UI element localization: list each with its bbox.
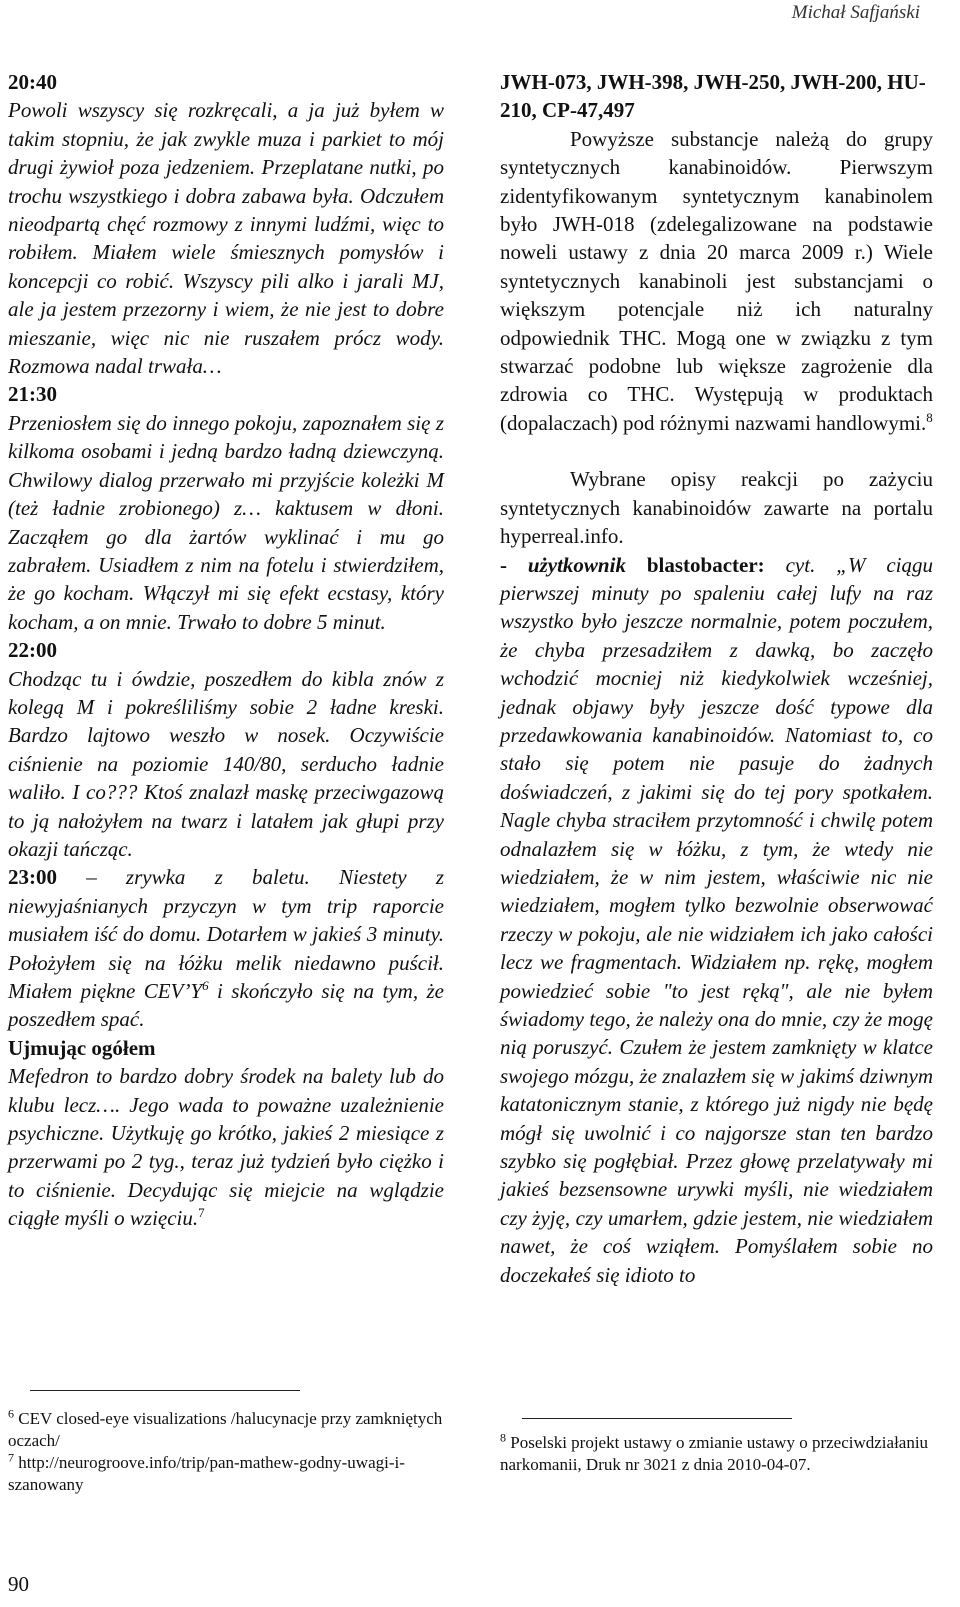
footnote-6-number: 6	[8, 1406, 14, 1421]
footnote-8	[500, 1432, 933, 1476]
report-dash: -	[500, 552, 528, 577]
footnote-7-text[interactable]: http://neurogroove.info/trip/pan-mathew-godny-uwagi-i-szanowany	[8, 1453, 405, 1494]
footnote-8-text: Poselski projekt ustawy o zmianie ustawy o przeciwdziałaniu narkomanii, Druk nr 3021 z dnia 2010-04-07.	[500, 1433, 929, 1474]
paragraph-2300	[8, 863, 444, 1033]
time-heading-2200: 22:00	[8, 638, 57, 663]
footnote-8-number: 8	[500, 1430, 506, 1445]
time-heading-2130: 21:30	[8, 382, 57, 407]
footnote-rule-left	[30, 1390, 300, 1391]
page-number: 90	[8, 1572, 29, 1596]
footnote-6	[8, 1408, 444, 1452]
paragraph-2300-text-end: i skończyło się na tym, że poszedłem spać.	[8, 979, 445, 1032]
footnote-ref-8[interactable]: 8	[926, 409, 933, 425]
paragraph-2040: Powoli wszyscy się rozkręcali, a ja już byłem w takim stopniu, że jak zwykle muza i parkiet to mój drugi żywioł poza jedzeniem. Przeplatane nutki, po trochu wszystkiego i dobra zabawa była. Odczułem nieodpartą chęć rozmowy z innymi ludźmi, więc to robiłem. Miałem wiele śmiesznych pomysłów i koncepcji co robić. Wszyscy pili alko i jarali MJ, ale ja jestem przezorny i wiem, że nie jest to dobre mieszanie, więc nic nie ruszałem prócz wody. Rozmowa nadal trwała…	[8, 98, 444, 379]
quote-marker: cyt.	[764, 552, 837, 577]
footnote-6-text: CEV closed-eye visualizations /halucynacje przy zamkniętych oczach/	[8, 1409, 443, 1450]
user-name: blastobacter:	[625, 552, 765, 577]
time-heading-2040: 20:40	[8, 70, 57, 94]
running-header-author: Michał Safjański	[791, 2, 920, 23]
footnote-7-number: 7	[8, 1450, 14, 1465]
user-report-paragraph	[500, 551, 933, 1290]
footnote-rule-right	[522, 1418, 792, 1419]
reports-intro-paragraph: Wybrane opisy reakcji po zażyciu syntetycznych kanabinoidów zawarte na portalu hyperreal.info.	[500, 467, 933, 549]
footnote-7	[8, 1452, 444, 1496]
summary-paragraph	[8, 1062, 444, 1232]
right-column	[500, 68, 933, 1289]
paragraph-2200: Chodząc tu i ówdzie, poszedłem do kibla znów z kolegą M i pokreśliliśmy sobie 2 ładne kreski. Bardzo lajtowo weszło w nosek. Oczywiście ciśnienie na poziomie 140/80, serducho ładnie waliło. I co??? Ktoś znalazł maskę przeciwgazową to ją nałożyłem na twarz i latałem jak głupi przy okazji tańcząc.	[8, 666, 444, 861]
summary-heading: Ujmując ogółem	[8, 1035, 156, 1060]
footnote-ref-7[interactable]: 7	[198, 1205, 205, 1221]
footnotes-right	[500, 1432, 933, 1476]
footnote-ref-6[interactable]: 6	[202, 978, 209, 993]
jwh-heading: JWH-073, JWH-398, JWH-250, JWH-200, HU-210, CP-47,497	[500, 70, 926, 123]
time-heading-2300: 23:00	[8, 865, 57, 890]
left-column	[8, 68, 444, 1233]
jwh-paragraph	[500, 125, 933, 437]
jwh-paragraph-text: Powyższe substancje należą do grupy syntetycznych kanabinoidów. Pierwszym zidentyfikowanym syntetycznym kanabinolem było JWH-018 (zdelegalizowane na podstawie noweli ustawy z dnia 20 marca 2009 r.) Wiele syntetycznych kanabinoli jest substancjami o większym potencjale niż ich naturalny odpowiednik THC. Mogą one w związku z tym stwarzać podobne lub większe zagrożenie dla zdrowia co THC. Występują w produktach (dopalaczach) pod różnymi nazwami handlowymi.	[500, 126, 933, 435]
user-quote: „W ciągu pierwszej minuty po spaleniu całej lufy na raz wszystko było jeszcze normalnie, potem poczułem, że chyba przesadziłem z dawką, bo zaczęło wchodzić mocniej niż kiedykolwiek wcześniej, jednak objawy były jeszcze dość typowe dla przedawkowania kanabinoidów. Natomiast to, co stało się potem nie pasuje do żadnych doświadczeń, z jakimi się do tej pory spotkałem. Nagle chyba straciłem przytomność i chwilę potem odnalazłem się w łóżku, z tym, że wtedy nie wiedziałem, że w nim jestem, właściwie nic nie wiedziałem, mogłem tylko bezwolnie obserwować rzeczy w pokoju, ale nie widziałem ich jako całości lecz we fragmentach. Widziałem np. rękę, mogłem powiedzieć sobie "to jest ręką", ale nie byłem świadomy tego, że należy ona do mnie, czy że mogę nią poruszyć. Czułem że jestem zamknięty w klatce swojego mózgu, że znalazłem się w jakimś dziwnym katatonicznym stanie, z którego już nigdy nie będę mógł się uwolnić i co najgorsze stan ten bardzo szybko się pogłębiał. Przez głowę przelatywały mi jakieś bezsensowne urywki myśli, nie wiedziałem czy żyję, czy umarłem, gdzie jestem, nie wiedziałem nawet, że coś wziąłem. Pomyślałem sobie no doczekałeś się idioto to	[500, 552, 934, 1287]
summary-text: Mefedron to bardzo dobry środek na balety lub do klubu lecz…. Jego wada to poważne uzależnienie psychiczne. Użytkuję go krótko, jakieś 2 miesiące z przerwami po 2 tyg., teraz już tydzień było ciężko i to ciśnienie. Decydując się miejcie na wglądzie ciągłe myśli o wzięciu.	[8, 1064, 444, 1231]
paragraph-gap	[500, 437, 933, 465]
paragraph-2300-text: – zrywka z baletu. Niestety z niewyjaśnianych przyczyn w tym trip raporcie musiałem iść do domu. Dotarłem w jakieś 3 minuty. Położyłem się na łóżku melik niedawno puścił. Miałem piękne CEV’Y	[8, 865, 444, 1003]
footnotes-left	[8, 1408, 444, 1496]
user-label: użytkownik	[527, 552, 626, 577]
paragraph-2130: Przeniosłem się do innego pokoju, zapoznałem się z kilkoma osobami i jedną bardzo ładną dziewczyną. Chwilowy dialog przerwało mi przyjście koleżki M (też ładnie zrobionego) z… kaktusem w dłoni. Zacząłem go dla żartów wyklinać i mu go zabrałem. Usiadłem z nim na fotelu i stwierdziłem, że go kocham. Włączył mi się efekt ecstasy, który kocham, a on mnie. Trwało to dobre 5 minut.	[8, 410, 444, 634]
